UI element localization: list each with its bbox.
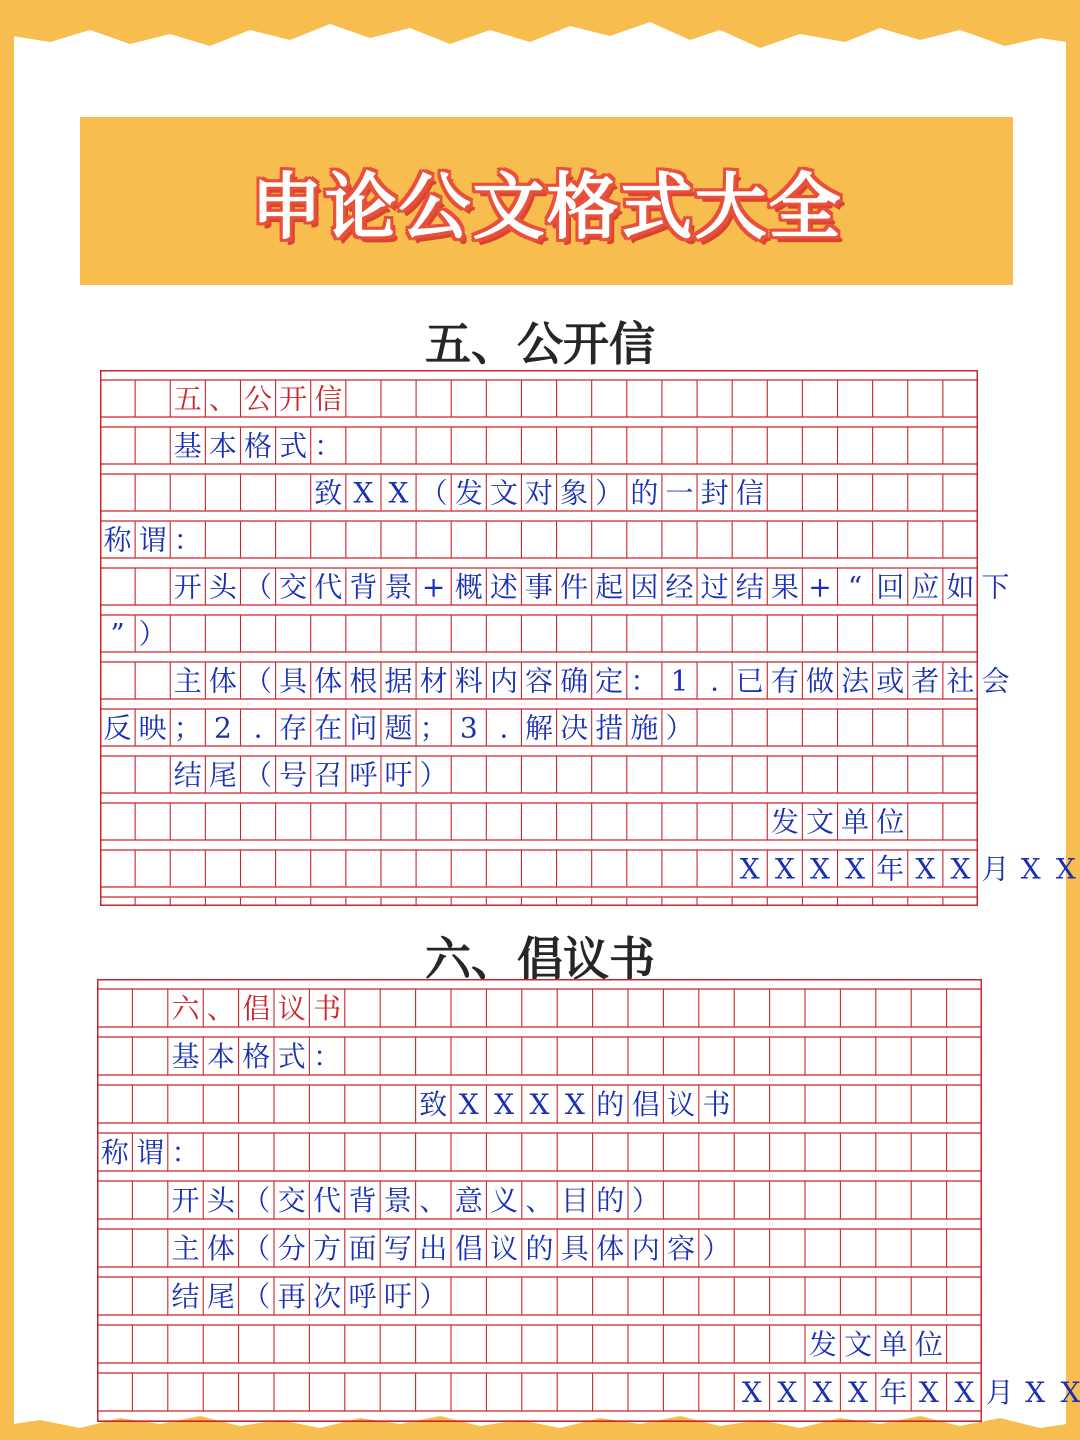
grid-character: 景 (383, 1184, 412, 1217)
grid-character: （ (244, 758, 273, 792)
grid-character: 或 (876, 664, 905, 698)
grid-character: 的 (596, 1184, 625, 1217)
grid-character: X (564, 1088, 585, 1121)
grid-character: X (915, 852, 936, 886)
grid-character: 称 (100, 1136, 129, 1169)
grid-character: ； (173, 711, 202, 745)
page-title: 申论公文格式大全 (250, 165, 843, 249)
grid-character: X (809, 852, 830, 886)
grid-character: 基 (171, 1040, 200, 1073)
grid-character: 体 (208, 664, 237, 698)
grid-character: X (1020, 852, 1041, 886)
grid-character: 格 (242, 1040, 271, 1073)
grid-character: ： (630, 664, 659, 698)
grid-character: ） (702, 1232, 731, 1265)
grid-character: （ (419, 476, 448, 510)
grid-character: X (494, 1088, 515, 1121)
grid-character: 概 (454, 570, 483, 604)
grid-character: 的 (596, 1088, 625, 1121)
grid-character: 本 (208, 429, 237, 463)
grid-character: 、 (208, 382, 237, 416)
grid-character: “ (847, 570, 863, 604)
grid-character: . (710, 664, 720, 698)
grid-character: 致 (314, 476, 343, 510)
grid-character: 位 (914, 1328, 943, 1361)
grid-character: 起 (595, 570, 624, 604)
grid-character: 会 (981, 664, 1010, 698)
grid-character: 位 (876, 805, 905, 839)
grid-character: 方 (313, 1232, 342, 1265)
grid-character: 尾 (208, 758, 237, 792)
grid-character: 容 (524, 664, 554, 698)
grid-character: X (741, 1376, 762, 1409)
grid-character: 谓 (136, 1136, 165, 1169)
grid-character: 决 (560, 711, 589, 745)
grid-character: X (1055, 852, 1076, 886)
grid-character: 发 (808, 1328, 837, 1361)
grid-character: ： (173, 523, 202, 557)
grid-character: 结 (735, 570, 764, 604)
grid-character: 信 (735, 476, 764, 510)
grid-character: 代 (313, 1184, 342, 1217)
grid-character: （ (242, 1184, 271, 1217)
grid-character: 呼 (348, 1280, 377, 1313)
grid-character: 吁 (384, 758, 413, 792)
grid-character: X (458, 1088, 479, 1121)
grid-character: 谓 (138, 523, 167, 557)
grid-character: 社 (946, 664, 975, 698)
grid-character: X (529, 1088, 550, 1121)
grid-character: 头 (208, 570, 237, 604)
grid-character: 体 (206, 1232, 235, 1265)
grid-character: 一 (665, 476, 694, 510)
grid-character: 吁 (383, 1280, 412, 1313)
grid-character: 法 (841, 664, 870, 698)
grid-character: 六 (171, 992, 200, 1025)
grid-character: 称 (103, 523, 132, 557)
grid-character: 事 (524, 570, 554, 604)
grid-character: X (950, 852, 971, 886)
grid-character: 的 (630, 476, 659, 510)
grid-character: 象 (560, 476, 589, 510)
grid-character: 头 (206, 1184, 235, 1217)
grid-character: 面 (348, 1232, 377, 1265)
grid-character: 倡 (454, 1232, 483, 1265)
grid-character: 月 (981, 852, 1010, 886)
grid-character: 景 (384, 570, 413, 604)
grid-character: 议 (667, 1088, 696, 1121)
grid-character: X (388, 476, 409, 510)
grid-character: 尾 (206, 1280, 235, 1313)
grid-character: 问 (349, 711, 378, 745)
section-heading-open-letter: 五、公开信 (425, 317, 655, 371)
grid-character: 结 (173, 758, 202, 792)
grid-character: 写 (383, 1232, 412, 1265)
grid-character: 次 (313, 1280, 342, 1313)
grid-character: + (421, 570, 446, 604)
grid-character: 2 (214, 711, 232, 745)
grid-character: X (353, 476, 374, 510)
grid-character: 已 (735, 664, 764, 698)
grid-character: 根 (349, 664, 378, 698)
grid-paper-open-letter (100, 370, 1076, 906)
grid-character: ） (631, 1184, 660, 1217)
grid-character: 结 (171, 1280, 200, 1313)
grid-character: 分 (277, 1232, 306, 1265)
grid-character: 格 (244, 429, 273, 463)
grid-character: 在 (314, 711, 343, 745)
grid-character: ） (419, 758, 448, 792)
grid-character: 年 (879, 1376, 908, 1409)
grid-character: X (739, 852, 760, 886)
grid-character: 致 (419, 1088, 448, 1121)
grid-paper-proposal (97, 979, 1080, 1422)
grid-character: X (1025, 1376, 1046, 1409)
grid-character: 、 (206, 992, 235, 1025)
grid-character: 封 (700, 476, 729, 510)
grid-character: ； (419, 711, 448, 745)
grid-character: 料 (454, 664, 483, 698)
grid-character: 交 (277, 1184, 306, 1217)
grid-character: 内 (489, 664, 518, 698)
grid-character: 体 (596, 1232, 625, 1265)
grid-character: 式 (277, 1040, 306, 1073)
grid-character: 单 (841, 805, 870, 839)
grid-character: 背 (348, 1184, 377, 1217)
grid-character: X (774, 852, 795, 886)
grid-character: 背 (349, 570, 378, 604)
grid-character: 目 (560, 1184, 589, 1217)
grid-character: 映 (138, 711, 167, 745)
grid-character: 号 (279, 758, 308, 792)
grid-character: 容 (667, 1232, 696, 1265)
grid-character: 意 (454, 1184, 483, 1217)
grid-character: . (253, 711, 263, 745)
grid-character: （ (242, 1232, 271, 1265)
title-banner (80, 117, 1013, 285)
grid-character: 交 (279, 570, 308, 604)
grid-character: 经 (665, 570, 694, 604)
grid-character: + (808, 570, 832, 604)
grid-character: 议 (490, 1232, 519, 1265)
grid-character: X (954, 1376, 975, 1409)
grid-character: 述 (489, 570, 518, 604)
grid-character: 发 (454, 476, 483, 510)
grid-character: 题 (384, 711, 413, 745)
grid-character: ： (314, 429, 343, 463)
grid-character: 主 (171, 1232, 200, 1265)
grid-character: X (777, 1376, 798, 1409)
grid-character: 施 (630, 711, 659, 745)
grid-character: 发 (770, 805, 799, 839)
grid-character: 据 (384, 664, 413, 698)
grid-character: 措 (595, 711, 624, 745)
grid-character: 开 (173, 570, 202, 604)
grid-character: X (1060, 1376, 1080, 1409)
grid-character: 1 (670, 664, 689, 698)
grid-character: 体 (314, 664, 343, 698)
grid-character: 反 (103, 711, 132, 745)
section-heading-proposal: 六、倡议书 (425, 932, 655, 986)
grid-character: 代 (314, 570, 343, 604)
grid-character: 如 (946, 570, 975, 604)
grid-character: 书 (313, 992, 342, 1025)
grid-character: 、 (525, 1184, 554, 1217)
grid-character: 定 (595, 664, 624, 698)
grid-character: 文 (489, 476, 518, 510)
grid-character: 对 (524, 476, 554, 510)
grid-character: ） (419, 1280, 448, 1313)
grid-character: 具 (560, 1232, 589, 1265)
grid-character: 解 (524, 711, 554, 745)
grid-character: 召 (314, 758, 343, 792)
grid-character: 件 (560, 570, 589, 604)
grid-character: 倡 (242, 992, 271, 1025)
grid-character: 文 (844, 1328, 873, 1361)
grid-character: 五 (173, 382, 202, 416)
grid-character: 倡 (631, 1088, 660, 1121)
torn-paper-top-edge (0, 0, 1080, 80)
grid-character: 年 (876, 852, 905, 886)
grid-character: 本 (206, 1040, 235, 1073)
grid-character: 应 (911, 570, 940, 604)
grid-character: ： (171, 1136, 200, 1169)
grid-character: 再 (277, 1280, 306, 1313)
grid-character: 下 (981, 570, 1010, 604)
grid-character: 开 (279, 382, 308, 416)
grid-character: 过 (700, 570, 729, 604)
right-frame-border (1066, 0, 1080, 1440)
grid-character: 的 (525, 1232, 554, 1265)
grid-character: （ (244, 664, 273, 698)
grid-character: 内 (631, 1232, 660, 1265)
left-frame-border (0, 0, 14, 1440)
grid-character: 公 (244, 382, 273, 416)
grid-character: 具 (279, 664, 308, 698)
grid-character: 出 (419, 1232, 448, 1265)
grid-character: 单 (879, 1328, 908, 1361)
grid-character: 回 (876, 570, 905, 604)
grid-character: X (848, 1376, 869, 1409)
grid-character: 确 (560, 664, 589, 698)
grid-character: 开 (171, 1184, 200, 1217)
grid-character: 基 (173, 429, 202, 463)
grid-character: 因 (630, 570, 659, 604)
grid-character: 式 (279, 429, 308, 463)
grid-character: 主 (173, 664, 202, 698)
grid-character: 议 (277, 992, 306, 1025)
grid-character: 书 (702, 1088, 731, 1121)
grid-character: 月 (985, 1376, 1014, 1409)
grid-character: X (845, 852, 866, 886)
grid-character: ： (313, 1040, 342, 1073)
grid-character: 文 (805, 805, 834, 839)
grid-character: 信 (314, 382, 343, 416)
grid-character: 3 (459, 711, 478, 745)
grid-character: 义 (490, 1184, 519, 1217)
grid-character: X (918, 1376, 939, 1409)
grid-character: 存 (279, 711, 308, 745)
grid-character: 做 (805, 664, 834, 698)
grid-character: ” (110, 617, 125, 651)
grid-character: （ (244, 570, 273, 604)
grid-character: （ (242, 1280, 271, 1313)
grid-character: 有 (770, 664, 799, 698)
grid-character: 、 (419, 1184, 448, 1217)
grid-character: X (812, 1376, 833, 1409)
grid-character: 果 (770, 570, 799, 604)
grid-character: ） (138, 617, 167, 651)
grid-character: ） (665, 711, 694, 745)
grid-character: 材 (419, 664, 448, 698)
grid-character: ） (595, 476, 624, 510)
grid-character: . (499, 711, 509, 745)
grid-character: 呼 (349, 758, 378, 792)
grid-character: 者 (911, 664, 940, 698)
